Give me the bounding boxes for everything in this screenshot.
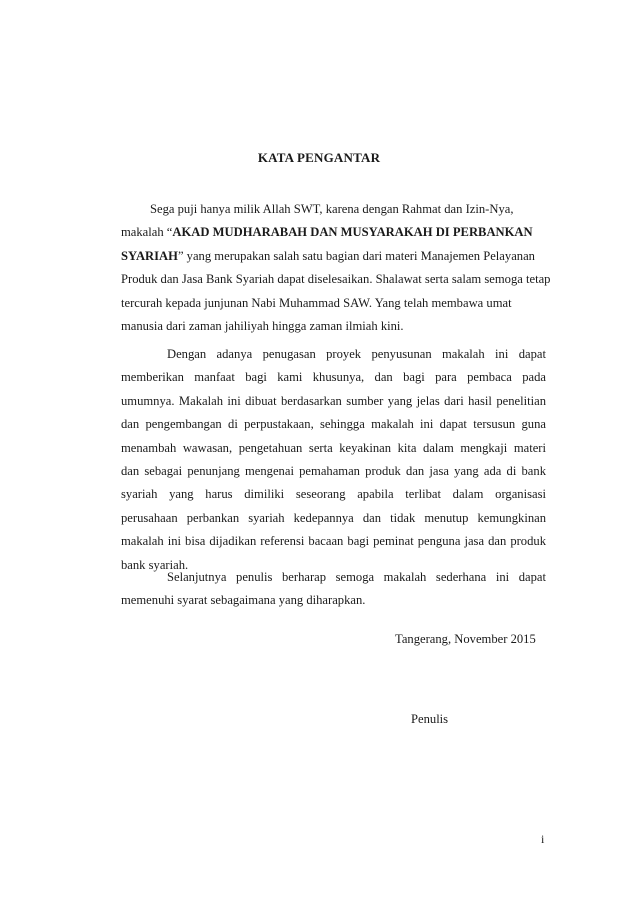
- paragraph-line: bank syariah.: [121, 557, 189, 572]
- page-title: KATA PENGANTAR: [257, 150, 381, 165]
- paragraph-closing: [121, 566, 546, 613]
- signer-name: Penulis: [411, 712, 449, 726]
- paragraph-purpose: [121, 343, 546, 577]
- paragraph-line: memberikan manfaat bagi kami khusunya, dan bagi para pembaca pada: [121, 370, 546, 385]
- paragraph-line: makalah ini bisa dijadikan referensi bacaan bagi peminat penguna jasa dan produk: [121, 534, 546, 549]
- paragraph-text: makalah “: [121, 225, 173, 240]
- paragraph-line: Sega puji hanya milik Allah SWT, karena dengan Rahmat dan Izin-Nya,: [150, 202, 514, 216]
- page-number: i: [541, 832, 545, 846]
- paragraph-line: umumnya. Makalah ini dibuat berdasarkan sumber yang jelas dari hasil penelitian: [121, 393, 546, 408]
- paragraph-line: Dengan adanya penugasan proyek penyusunan makalah ini dapat: [167, 347, 546, 361]
- paragraph-line: perusahaan perbankan syariah kedepannya dan tidak menutup kemungkinan: [121, 510, 546, 525]
- paragraph-line: Produk dan Jasa Bank Syariah dapat diselesaikan. Shalawat serta salam semoga tetap: [121, 272, 551, 287]
- paper-title-bold: SYARIAH: [121, 248, 178, 263]
- paragraph-line: [121, 245, 546, 268]
- paper-title-bold: AKAD MUDHARABAH DAN MUSYARAKAH DI PERBANKAN: [172, 225, 533, 240]
- paragraph-line: manusia dari zaman jahiliyah hingga zaman ilmiah kini.: [121, 318, 404, 333]
- paragraph-line: Selanjutnya penulis berharap semoga makalah sederhana ini dapat: [167, 570, 546, 584]
- paragraph-line: dan sebagai penunjang mengenai pemahaman produk dan jasa yang ada di bank: [121, 463, 546, 478]
- paragraph-line: [121, 221, 546, 244]
- paragraph-line: dan pengembangan di perpustakaan, sehingga makalah ini dapat tersusun guna: [121, 417, 546, 432]
- paragraph-line: menambah wawasan, pengetahuan serta keyakinan kita dalam mengkaji materi: [121, 440, 546, 455]
- paragraph-line: memenuhi syarat sebagaimana yang diharapkan.: [121, 593, 366, 608]
- paragraph-opening: [121, 198, 551, 338]
- place-date: Tangerang, November 2015: [395, 632, 536, 646]
- paragraph-line: syariah yang harus dimiliki seseorang apabila terlibat dalam organisasi: [121, 487, 546, 502]
- paragraph-text: ” yang merupakan salah satu bagian dari materi Manajemen Pelayanan: [177, 248, 535, 263]
- paragraph-line: tercurah kepada junjunan Nabi Muhammad SAW. Yang telah membawa umat: [121, 295, 512, 310]
